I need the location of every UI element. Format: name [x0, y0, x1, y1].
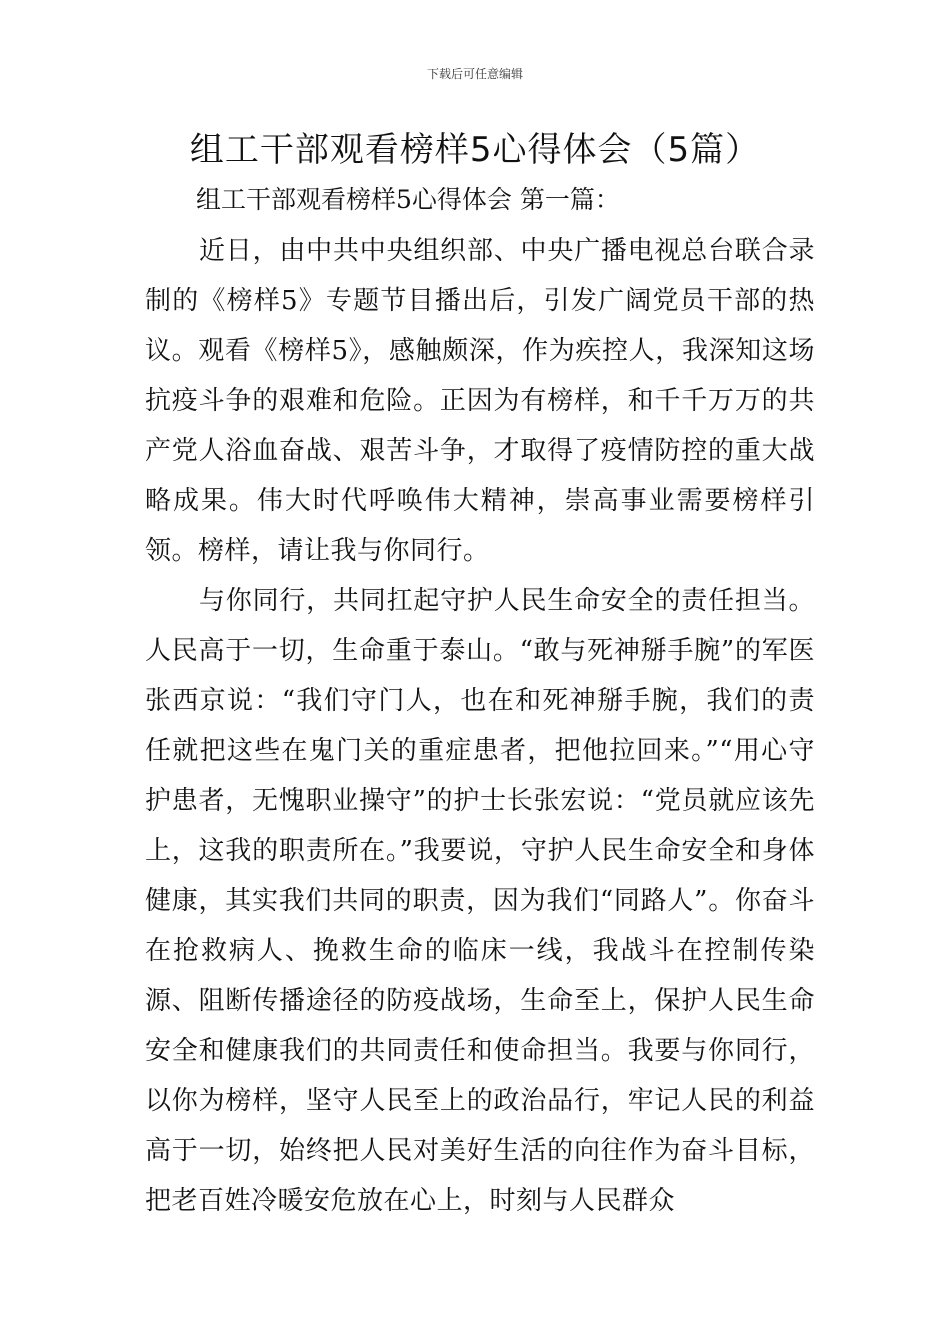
section-subtitle: 组工干部观看榜样5心得体会 第一篇： [196, 185, 620, 214]
paragraph-2: 与你同行，共同扛起守护人民生命安全的责任担当。人民高于一切，生命重于泰山。“敢与死神掰手腕”的军医张西京说：“我们守门人，也在和死神掰手腕，我们的责任就把这些在鬼门关的重症患者，把他拉回来。”“用心守护患者，无愧职业操守”的护士长张宏说：“党员就应该先上，这我的职责所在。”我要说，守护人民生命安全和身体健康，其实我们共同的职责，因为我们“同路人”。你奋斗在抢救病人、挽救生命的临床一线，我战斗在控制传染源、阻断传播途径的防疫战场，生命至上，保护人民生命安全和健康我们的共同责任和使命担当。我要与你同行，以你为榜样，坚守人民至上的政治品行，牢记人民的利益高于一切，始终把人民对美好生活的向往作为奋斗目标，把老百姓冷暖安危放在心上，时刻与人民群众 [145, 586, 815, 1216]
document-body [145, 226, 815, 1226]
document-title: 组工干部观看榜样5心得体会（5篇） [189, 130, 761, 170]
paragraph-1: 近日，由中共中央组织部、中央广播电视总台联合录制的《榜样5》专题节目播出后，引发广阔党员干部的热议。观看《榜样5》，感触颇深，作为疾控人，我深知这场抗疫斗争的艰难和危险。正因为有榜样，和千千万万的共产党人浴血奋战、艰苦斗争，才取得了疫情防控的重大战略成果。伟大时代呼唤伟大精神，崇高事业需要榜样引领。榜样，请让我与你同行。 [145, 236, 815, 566]
header-note: 下载后可任意编辑 [426, 67, 523, 81]
